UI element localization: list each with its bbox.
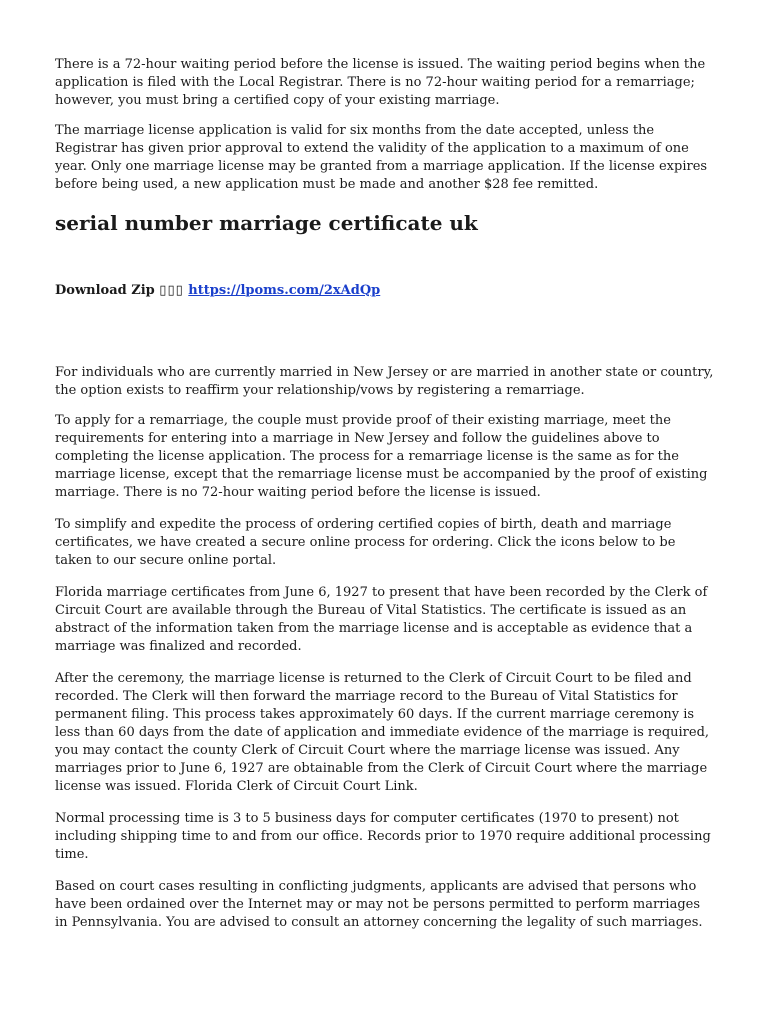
paragraph-florida: Florida marriage certificates from June 6, 1927 to present that have been recorded by the Clerk of Circuit Court are available through the Bureau of Vital Statistics. The certificate is issued as an abstract of the information taken from the marriage license and is acceptable as evidence that a marriage was finalized and recorded. [55, 585, 708, 654]
paragraph-remarriage: To apply for a remarriage, the couple must provide proof of their existing marriage, meet the requirements for entering into a marriage in New Jersey and follow the guidelines above to completing the license application. The process for a remarriage license is the same as for the marriage license, except that the remarriage license must be accompanied by the proof of existing marriage. There is no 72-hour waiting period before the license is issued. [55, 413, 708, 500]
intro-paragraph-validity: The marriage license application is valid for six months from the date accepted, unless the Registrar has given prior approval to extend the validity of the application to a maximum of one year. Only one marriage license may be granted from a marriage application. If the license expires before being used, a new application must be made and another $28 fee remitted. [55, 123, 708, 192]
download-link[interactable]: https://lpoms.com/2xAdQp [188, 283, 381, 298]
paragraph-processing-time: Normal processing time is 3 to 5 business days for computer certificates (1970 to present) not including shipping time to and from our office. Records prior to 1970 require additional processing time. [55, 811, 711, 862]
paragraph-reaffirm: For individuals who are currently married in New Jersey or are married in another state or country, the option exists to reaffirm your relationship/vows by registering a remarriage. [55, 365, 714, 398]
section-heading: serial number marriage certificate uk [55, 211, 478, 235]
download-label: Download Zip [55, 283, 155, 298]
document-page [55, 56, 715, 932]
paragraph-after-ceremony: After the ceremony, the marriage license is returned to the Clerk of Circuit Court to be filed and recorded. The Clerk will then forward the marriage record to the Bureau of Vital Statistics for permanent filing. This process takes approximately 60 days. If the current marriage ceremony is less than 60 days from the date of application and immediate evidence of the marriage is required, you may contact the county Clerk of Circuit Court where the marriage license was issued. Any marriages prior to June 6, 1927 are obtainable from the Clerk of Circuit Court where the marriage license was issued. Florida Clerk of Circuit Court Link. [55, 671, 710, 794]
placeholder-glyphs: ▯▯▯ [159, 283, 184, 298]
paragraph-court-cases: Based on court cases resulting in conflicting judgments, applicants are advised that persons who have been ordained over the Internet may or may not be persons permitted to perform marriages in Pennsylvania. You are advised to consult an attorney concerning the legality of such marriages. [55, 879, 703, 930]
download-line [55, 282, 715, 300]
intro-paragraph-waiting-period: There is a 72-hour waiting period before the license is issued. The waiting period begins when the application is filed with the Local Registrar. There is no 72-hour waiting period for a remarriage; however, you must bring a certified copy of your existing marriage. [55, 57, 706, 108]
paragraph-ordering: To simplify and expedite the process of ordering certified copies of birth, death and marriage certificates, we have created a secure online process for ordering. Click the icons below to be taken to our secure online portal. [55, 517, 676, 568]
